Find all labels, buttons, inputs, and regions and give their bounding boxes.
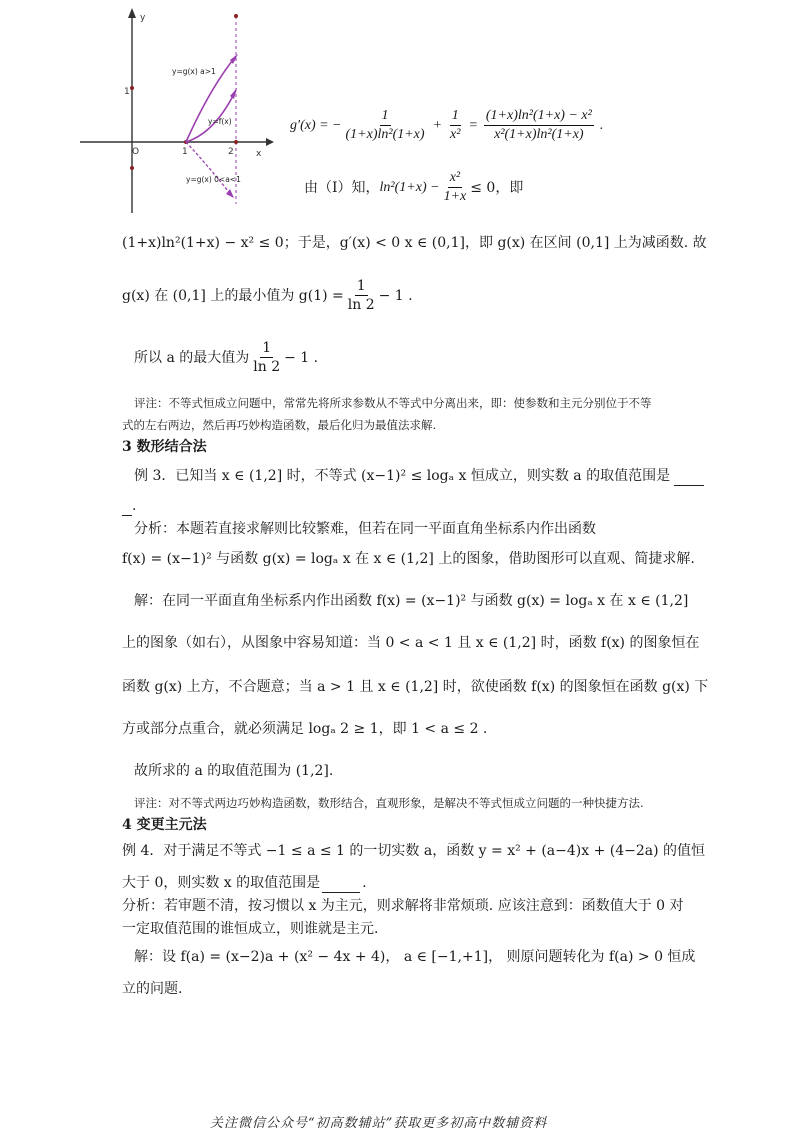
from1-expr: ln²(1+x) − <box>379 179 440 195</box>
answer-blank-3 <box>674 467 704 486</box>
from1-frac-num: x² <box>448 170 462 188</box>
t3-num: (1+x)ln²(1+x) − x² <box>484 108 594 126</box>
example-4-line-2 <box>122 874 367 893</box>
comment-2: 评注：对不等式两边巧妙构造函数，数形结合，直观形象，是解决不等式恒成立问题的一种快捷方法. <box>134 796 644 810</box>
p2-frac-den: ln 2 <box>347 297 375 313</box>
from1-frac-den: 1+x <box>443 189 467 204</box>
tick-y1-label: 1 <box>124 87 130 97</box>
footer-note: 关注微信公众号“初高数辅站”获取更多初高中数辅资料 <box>210 1116 548 1131</box>
heading-section-3: 3 数形结合法 <box>122 439 207 455</box>
max-a-line <box>134 340 318 375</box>
p3-prefix: 所以 a 的最大值为 <box>134 349 250 366</box>
solution-3-line-5: 故所求的 a 的取值范围为 (1,2]. <box>134 763 334 779</box>
point-top <box>234 14 238 18</box>
paragraph-line-1: (1+x)ln²(1+x) − x² ≤ 0；于是，g′(x) < 0 x ∈ (0,1]，即 g(x) 在区间 (0,1] 上为减函数. 故 <box>122 235 707 251</box>
min-value-line <box>122 278 413 313</box>
axis-x-label: x <box>256 149 262 159</box>
from1-suffix: ≤ 0，即 <box>470 179 524 196</box>
curve-g-lower <box>186 142 232 196</box>
comment-1-line-1: 评注：不等式恒成立问题中，常常先将所求参数从不等式中分离出来，即：使参数和主元分别位于不等 <box>134 396 652 410</box>
analysis-3-line-2: f(x) = (x−1)² 与函数 g(x) = logₐ x 在 x ∈ (1,2] 上的图象，借助图形可以直观、简捷求解. <box>122 551 695 567</box>
from-part-one-line <box>304 170 523 205</box>
axis-y-label: y <box>140 13 146 23</box>
heading-section-4: 4 变更主元法 <box>122 817 207 833</box>
y-axis-arrow <box>128 8 136 18</box>
example-3-text: 例 3．已知当 x ∈ (1,2] 时，不等式 (x−1)² ≤ logₐ x 恒成立，则实数 a 的取值范围是 <box>134 468 671 484</box>
plus-sign: + <box>432 117 443 133</box>
curve-f <box>186 90 236 142</box>
example-4-end: . <box>362 875 367 891</box>
analysis-4-line-1: 分析：若审题不清，按习惯以 x 为主元，则求解将非常烦琐. 应该注意到：函数值大于 0 对 <box>122 898 684 914</box>
p2-prefix: g(x) 在 (0,1] 上的最小值为 g(1) = <box>122 287 344 304</box>
comment-1-line-2: 式的左右两边，然后再巧妙构造函数，最后化归为最值法求解. <box>122 418 437 432</box>
solution-3-line-2: 上的图象（如右），从图象中容易知道：当 0 < a < 1 且 x ∈ (1,2] 时，函数 f(x) 的图象恒在 <box>122 635 700 651</box>
from1-prefix: 由（I）知， <box>304 179 380 196</box>
solution-4-line-2: 立的问题. <box>122 981 183 997</box>
derivative-lhs: g′(x) = − <box>290 117 342 133</box>
analysis-3-line-1: 分析：本题若直接求解则比较繁难，但若在同一平面直角坐标系内作出函数 <box>134 521 596 537</box>
label-g-upper: y=g(x) a>1 <box>172 67 216 76</box>
tick-x1-label: 1 <box>182 147 188 157</box>
t1-num: 1 <box>380 108 391 126</box>
example-4-text: 大于 0，则实数 x 的取值范围是 <box>122 875 321 891</box>
formula-end: . <box>599 117 604 133</box>
point-2 <box>234 140 238 144</box>
example-3-line-2 <box>122 497 136 516</box>
analysis-4-line-2: 一定取值范围的谁恒成立，则谁就是主元. <box>122 921 379 937</box>
t1-den: (1+x)ln²(1+x) <box>345 127 425 142</box>
p2-frac-num: 1 <box>356 278 366 294</box>
example-4-line-1: 例 4．对于满足不等式 −1 ≤ a ≤ 1 的一切实数 a，函数 y = x² + (a−4)x + (4−2a) 的值恒 <box>122 843 706 859</box>
p3-suffix: − 1 . <box>284 349 319 366</box>
answer-blank-4 <box>322 874 360 893</box>
example-3-line-1 <box>134 467 704 486</box>
t2-num: 1 <box>450 108 461 126</box>
p3-frac-den: ln 2 <box>253 359 281 375</box>
derivative-formula <box>290 108 603 143</box>
solution-4-line-1: 解：设 f(a) = (x−2)a + (x² − 4x + 4)， a ∈ [−1,+1]， 则原问题转化为 f(a) > 0 恒成 <box>134 949 696 965</box>
point-y1 <box>130 86 134 90</box>
point-y-lower <box>130 166 134 170</box>
t3-den: x²(1+x)ln²(1+x) <box>494 127 584 142</box>
equals-sign: = <box>468 117 478 133</box>
solution-3-line-1: 解：在同一平面直角坐标系内作出函数 f(x) = (x−1)² 与函数 g(x) = logₐ x 在 x ∈ (1,2] <box>134 593 689 609</box>
tick-x2-label: 2 <box>228 147 234 157</box>
function-graph <box>80 8 280 218</box>
answer-blank-3-cont <box>122 497 132 516</box>
label-g-lower: y=g(x) 0<a<1 <box>186 175 241 184</box>
solution-3-line-4: 方或部分点重合，就必须满足 logₐ 2 ≥ 1，即 1 < a ≤ 2 . <box>122 721 488 737</box>
example-3-end: . <box>132 498 137 514</box>
label-f: y=f(x) <box>208 117 232 126</box>
origin-label: O <box>132 147 140 157</box>
p3-frac-num: 1 <box>262 340 272 356</box>
solution-3-line-3: 函数 g(x) 上方，不合题意；当 a > 1 且 x ∈ (1,2] 时，欲使函数 f(x) 的图象恒在函数 g(x) 下 <box>122 679 709 695</box>
x-axis-arrow <box>266 138 274 146</box>
p2-suffix: − 1 . <box>378 287 413 304</box>
t2-den: x² <box>450 127 461 142</box>
